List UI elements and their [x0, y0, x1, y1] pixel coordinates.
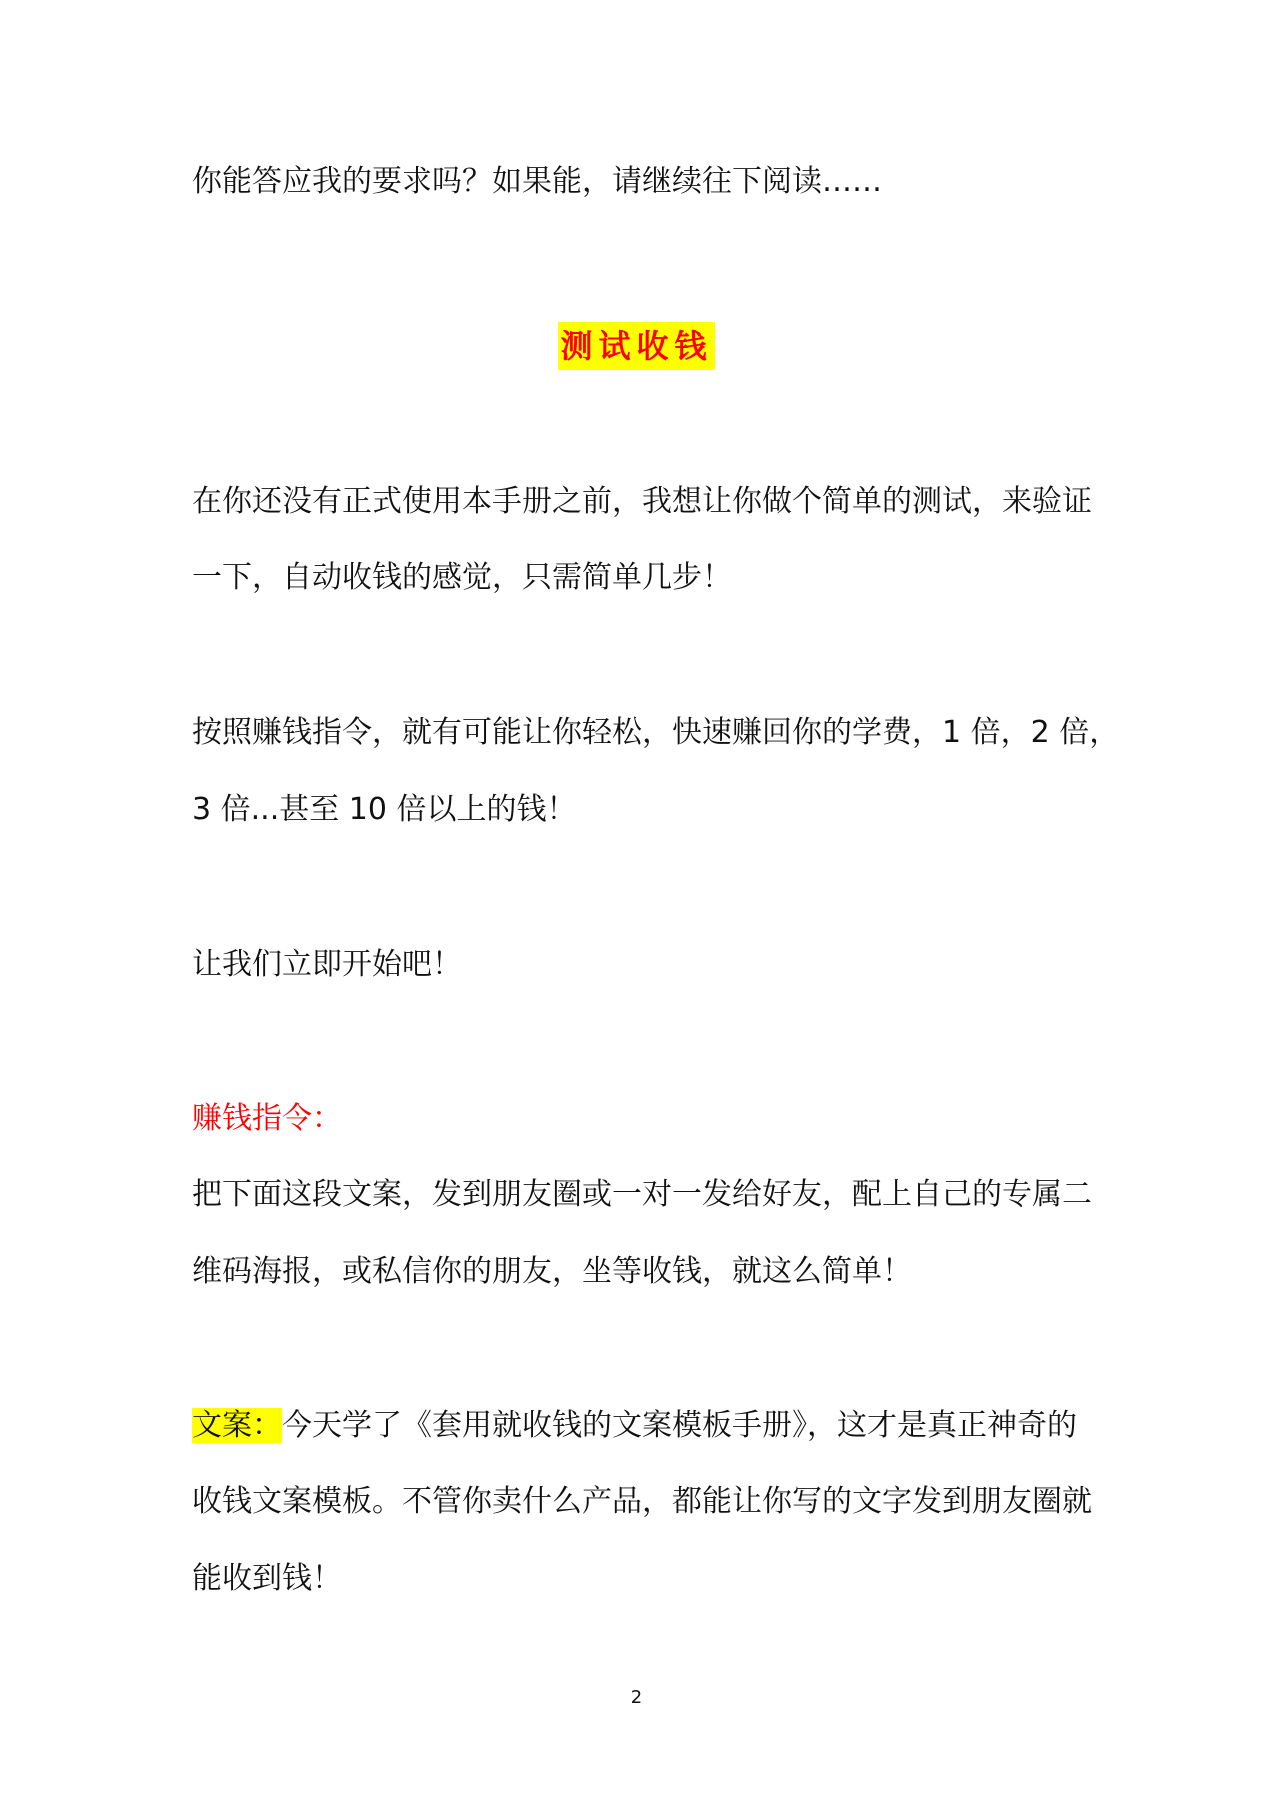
- copy-line-2: 收钱文案模板。不管你卖什么产品，都能让你写的文字发到朋友圈就: [192, 1484, 1092, 1519]
- copy-line-1: [192, 1406, 1077, 1446]
- instruction-line-2: 维码海报，或私信你的朋友，坐等收钱，就这么简单！: [192, 1254, 912, 1289]
- section-title: 测试收钱: [558, 322, 714, 370]
- paragraph-1-line-2: 一下，自动收钱的感觉，只需简单几步！: [192, 560, 732, 595]
- instruction-line-1: 把下面这段文案，发到朋友圈或一对一发给好友，配上自己的专属二: [192, 1177, 1092, 1212]
- copy-line-3: 能收到钱！: [192, 1561, 342, 1596]
- section-title-wrap: [0, 322, 1273, 370]
- paragraph-1-line-1: 在你还没有正式使用本手册之前，我想让你做个简单的测试，来验证: [192, 484, 1092, 519]
- paragraph-3: 让我们立即开始吧！: [192, 947, 462, 982]
- copy-line-1-text: 今天学了《套用就收钱的文案模板手册》，这才是真正神奇的: [282, 1408, 1077, 1443]
- copy-label: 文案：: [192, 1408, 282, 1443]
- page-number: 2: [630, 1687, 643, 1708]
- paragraph-2-line-2: 3 倍...甚至 10 倍以上的钱！: [192, 792, 577, 827]
- intro-text: 你能答应我的要求吗？如果能，请继续往下阅读……: [192, 164, 882, 199]
- paragraph-2-line-1: 按照赚钱指令，就有可能让你轻松，快速赚回你的学费，1 倍，2 倍，: [192, 715, 1120, 750]
- instruction-heading: 赚钱指令：: [192, 1101, 342, 1136]
